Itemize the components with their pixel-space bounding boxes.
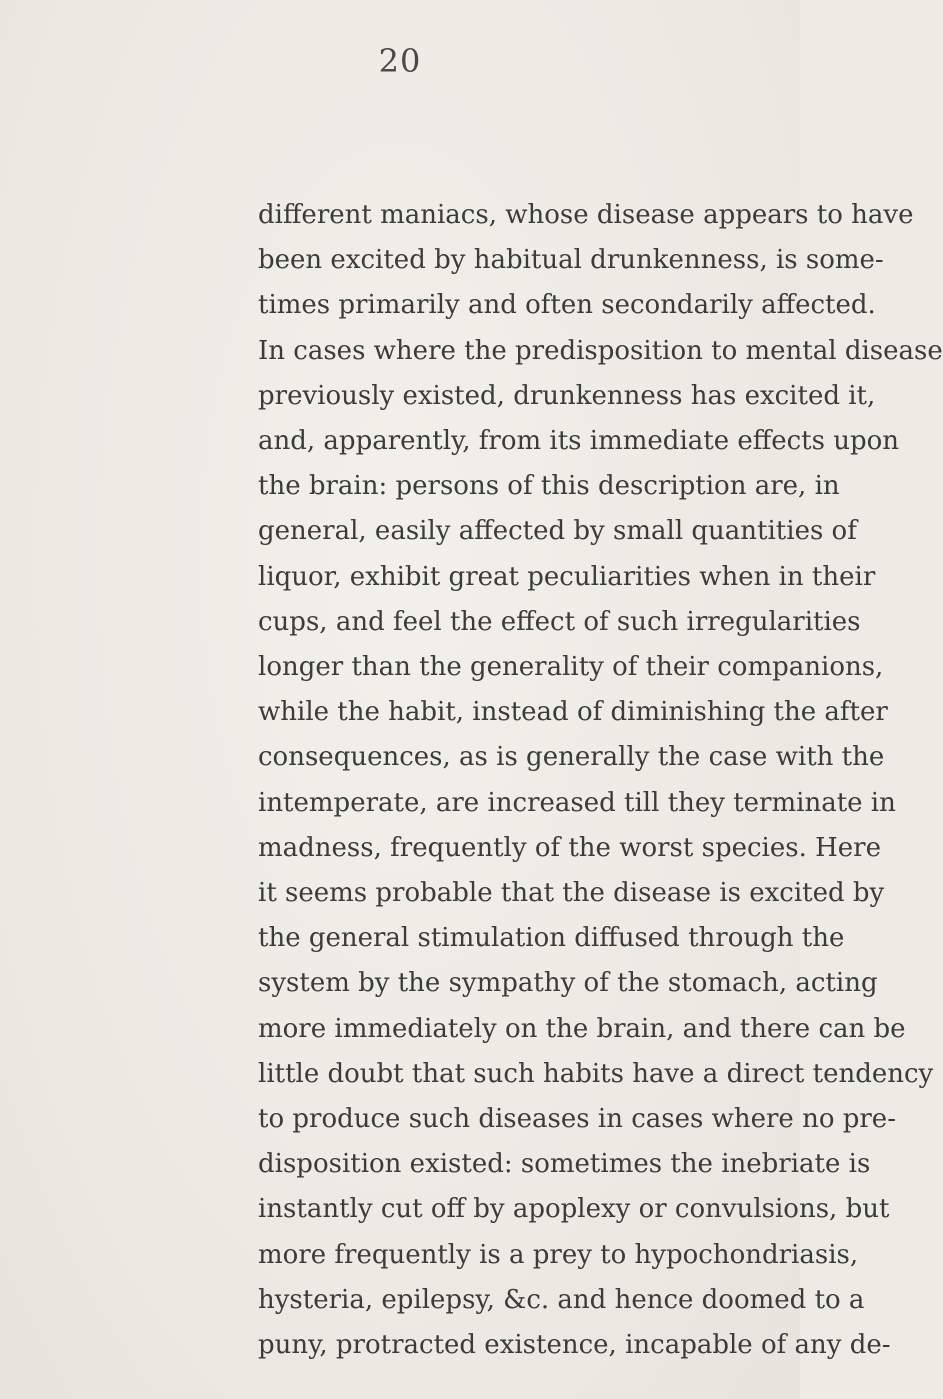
text-line: the general stimulation diffused through the xyxy=(258,923,845,954)
text-line: consequences, as is generally the case with the xyxy=(258,742,885,773)
text-line: puny, protracted existence, incapable of any de- xyxy=(258,1330,891,1360)
text-line: longer than the generality of their companions, xyxy=(258,652,884,682)
text-line: to produce such diseases in cases where no pre- xyxy=(258,1104,896,1134)
text-line: previously existed, drunkenness has excited it, xyxy=(258,380,876,411)
text-line: intemperate, are increased till they terminate in xyxy=(258,787,896,818)
text-line: general, easily affected by small quantities of xyxy=(258,516,857,547)
page-number: 20 xyxy=(378,42,422,80)
text-line: cups, and feel the effect of such irregularities xyxy=(258,606,861,637)
text-line: different maniacs, whose disease appears to have xyxy=(258,200,914,230)
text-line: the brain: persons of this description are, in xyxy=(258,471,840,502)
text-line: more frequently is a prey to hypochondriasis, xyxy=(258,1239,859,1270)
text-line: liquor, exhibit great peculiarities when in their xyxy=(258,561,876,592)
text-line: system by the sympathy of the stomach, acting xyxy=(258,968,878,999)
text-line: more immediately on the brain, and there can be xyxy=(258,1013,906,1044)
text-line: it seems probable that the disease is excited by xyxy=(258,878,885,908)
text-line: times primarily and often secondarily affected. xyxy=(258,290,876,321)
text-line: instantly cut off by apoplexy or convulsions, but xyxy=(258,1194,890,1225)
text-line: disposition existed: sometimes the inebriate is xyxy=(258,1149,871,1180)
text-line: In cases where the predisposition to mental disease xyxy=(258,335,943,366)
text-line: madness, frequently of the worst species. Here xyxy=(258,832,881,863)
text-line: been excited by habitual drunkenness, is some- xyxy=(258,245,884,276)
text-line: little doubt that such habits have a direct tendency xyxy=(258,1058,934,1089)
text-line: and, apparently, from its immediate effects upon xyxy=(258,426,900,456)
text-line: while the habit, instead of diminishing the after xyxy=(258,697,888,728)
text-line: hysteria, epilepsy, &c. and hence doomed to a xyxy=(258,1284,865,1315)
